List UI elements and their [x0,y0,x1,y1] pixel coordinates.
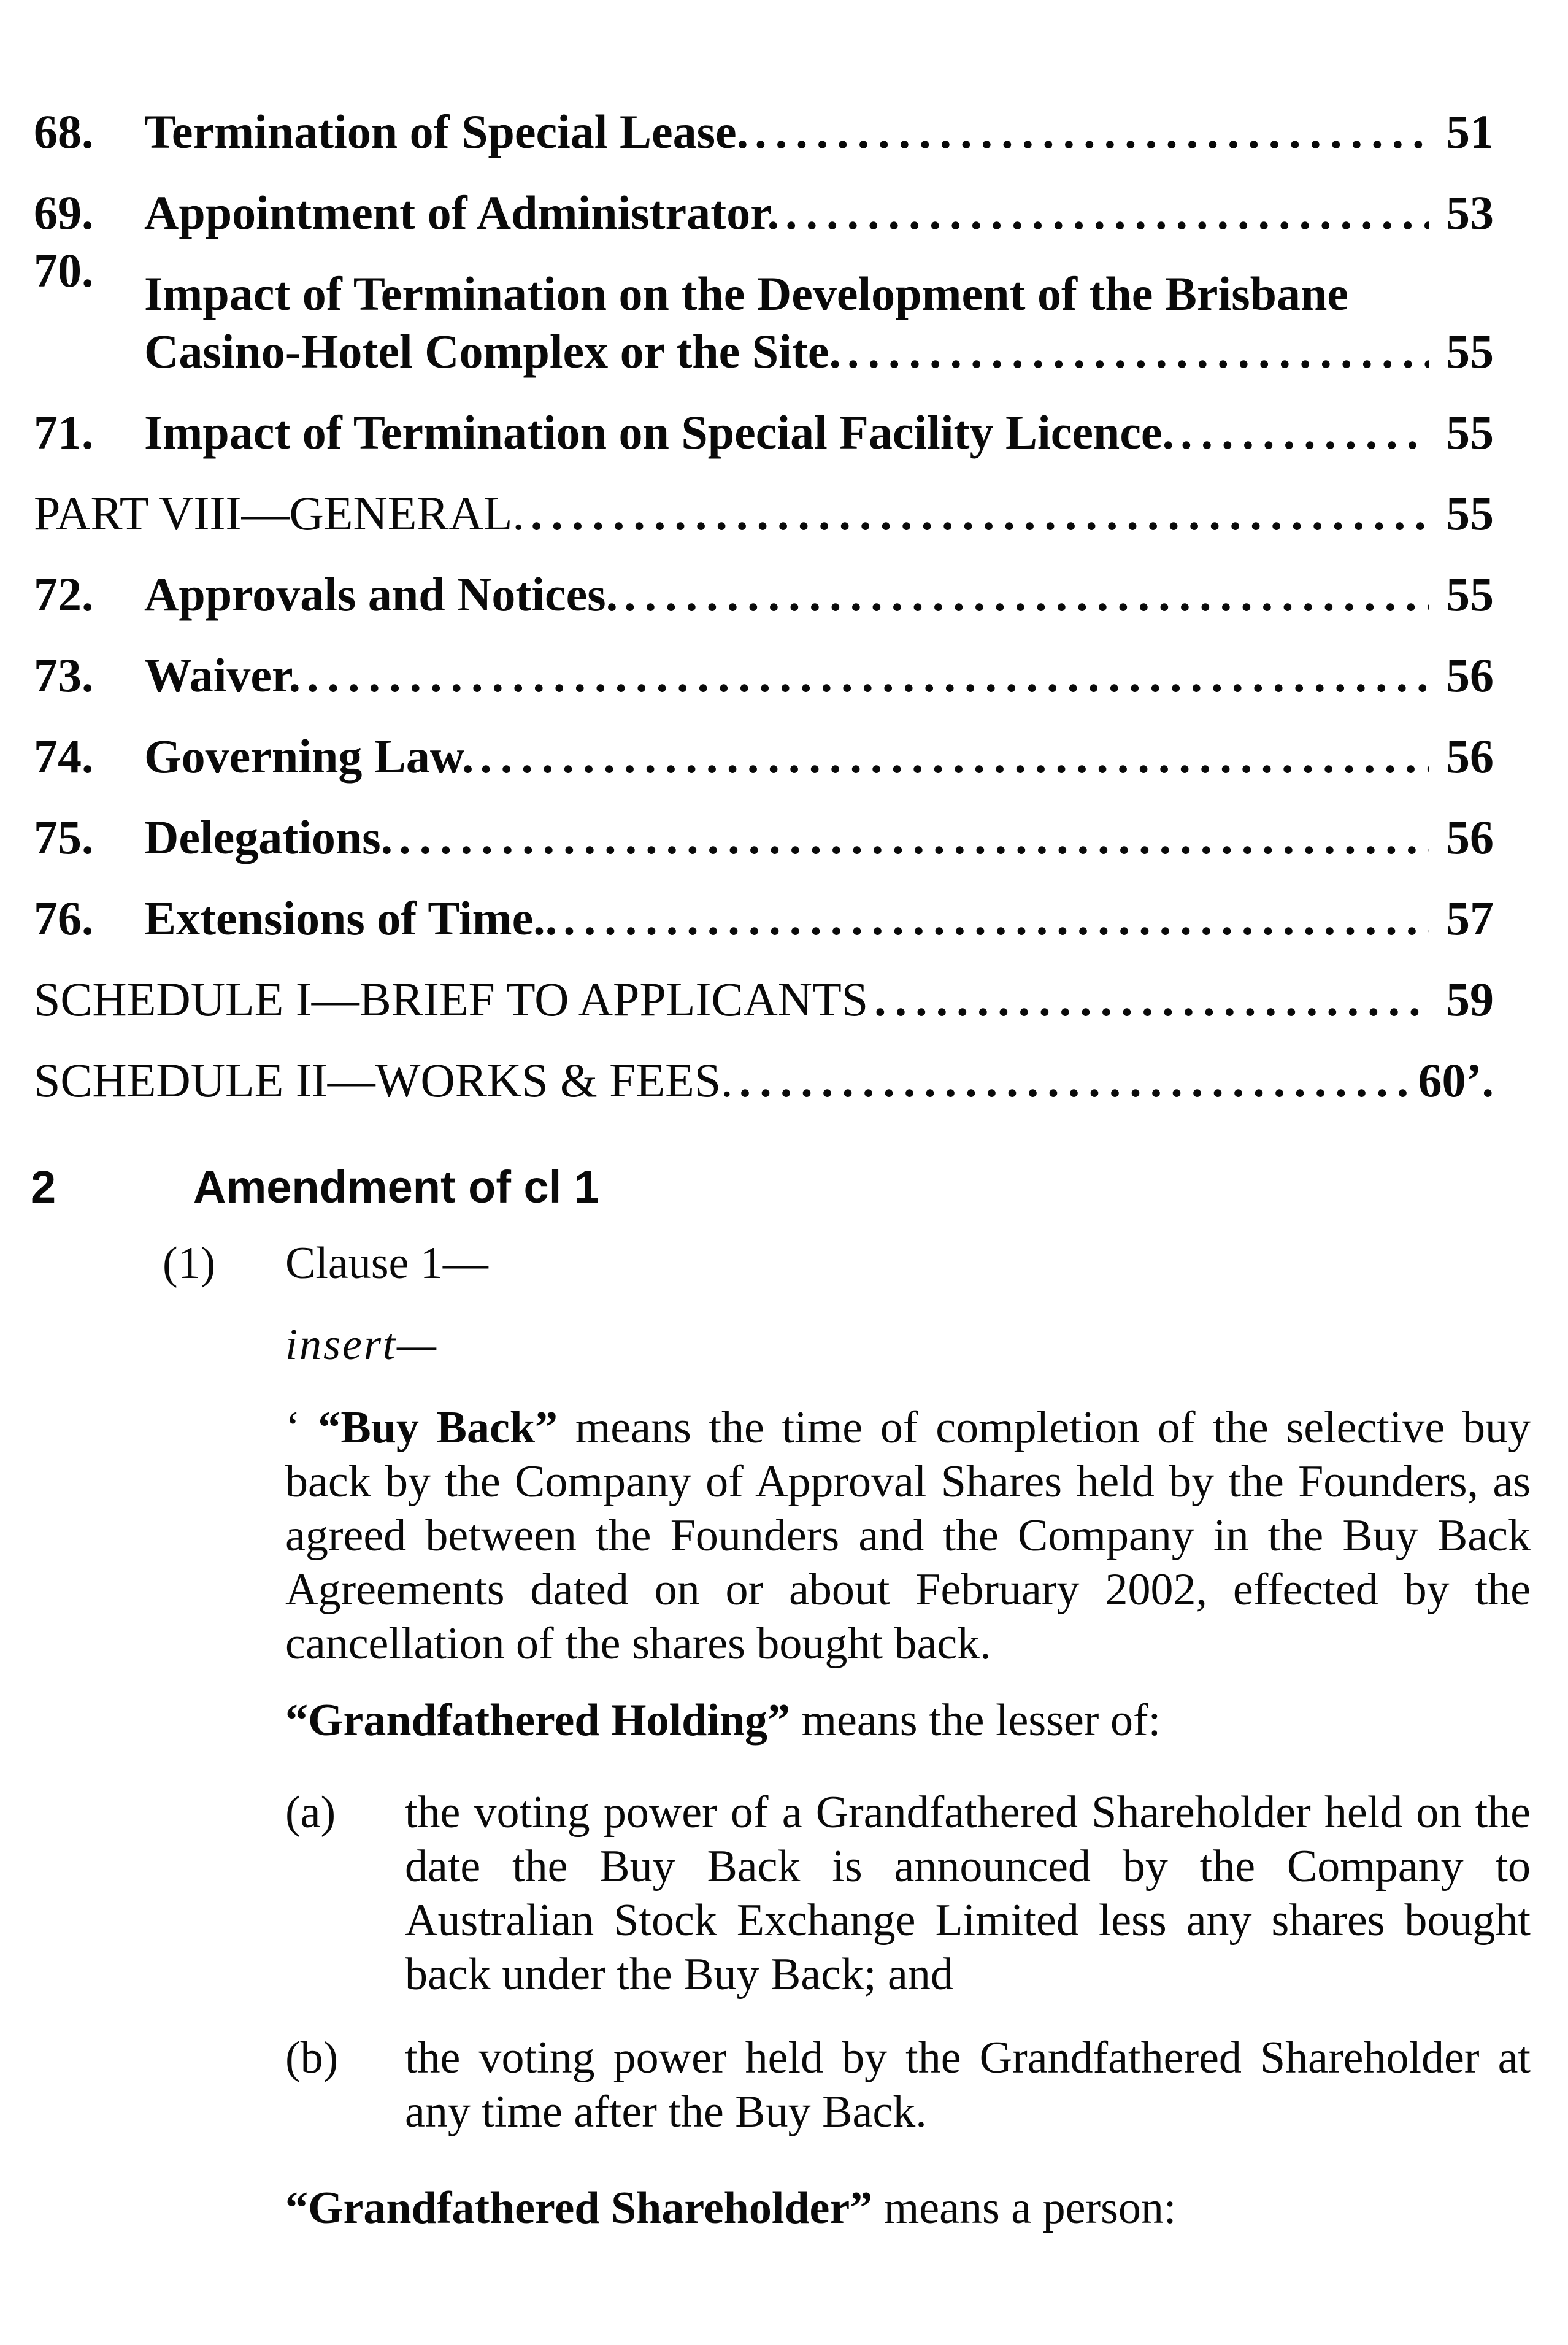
section-heading [31,1160,890,1215]
toc-entry-page: 57 [1446,891,1494,945]
toc-leader-dots [563,890,1429,947]
toc-entry-number: 71. [34,406,94,459]
toc-entry-page: 56 [1446,730,1494,783]
toc-entry-page: 59 [1446,972,1494,1026]
toc-entry-page: 55 [1446,568,1494,621]
toc-entry-title: Waiver. [144,649,301,702]
toc-entry-page: 56 [1446,811,1494,864]
toc-leader-dots [739,1052,1412,1109]
definition-term: “Grandfathered Shareholder” [285,2183,873,2233]
toc-entry-number: 72. [34,568,94,621]
toc-part-heading: PART VIII—GENERAL. [34,487,525,540]
toc-entry-71 [34,380,1494,461]
definition-buy-back [285,1401,1531,1671]
paragraph-label: (b) [285,2033,339,2083]
toc-leader-dots [624,566,1429,623]
toc-entry-schedule-ii [34,1028,1494,1109]
definition-text: means the lesser of: [790,1695,1161,1746]
subclause [163,1236,1083,1290]
section-number: 2 [31,1161,56,1212]
toc-entry-title: Approvals and Notices. [144,568,618,621]
toc-entry-title-line-2: Casino-Hotel Complex or the Site. [144,325,841,378]
toc-entry-69 [34,161,1494,242]
toc-entry-title-line-1: Impact of Termination on the Development of the Brisbane [144,267,1348,320]
toc-entry-number: 68. [34,105,94,158]
toc-entry-76 [34,866,1494,947]
toc-entry-title: Impact of Termination on Special Facility Licence. [144,406,1175,459]
toc-leader-dots [399,809,1429,866]
definition-opening-quote: ‘ [285,1403,318,1453]
toc-schedule-heading: SCHEDULE II—WORKS & FEES. [34,1053,733,1107]
toc-entry-number: 74. [34,730,94,783]
toc-entry-75 [34,785,1494,866]
toc-entry-page: 55 [1446,325,1494,378]
toc-leader-dots [531,485,1429,542]
toc-leader-dots [755,103,1429,161]
toc-entry-number: 73. [34,649,94,702]
toc-entry-number: 76. [34,891,94,945]
toc-leader-dots [1180,404,1429,461]
definition-grandfathered-shareholder [285,2181,1531,2235]
toc-entry-70 [34,242,1494,380]
paragraph-b [285,2031,1531,2139]
toc-entry-68 [34,80,1494,161]
toc-entry-page: 55 [1446,406,1494,459]
toc-entry-title: Delegations. [144,811,393,864]
toc-entry-74 [34,704,1494,785]
paragraph-text: the voting power held by the Grandfathered Shareholder at any time after the Buy Back. [405,2033,1531,2137]
toc-entry-72 [34,542,1494,623]
toc-entry-73 [34,623,1494,704]
subclause-text: Clause 1— [285,1238,488,1288]
toc-entry-part-viii [34,461,1494,542]
definition-term: “Grandfathered Holding” [285,1695,790,1746]
insert-instruction: insert— [285,1320,439,1369]
definition-grandfathered-holding [285,1693,1531,1747]
toc-entry-page: 53 [1446,186,1494,239]
toc-entry-page: 51 [1446,105,1494,158]
paragraph-text: the voting power of a Grandfathered Shareholder held on the date the Buy Back is announced by the Company to Australian Stock Exchange Limited less any shares bought back under the Buy Back; and [405,1787,1531,2000]
toc-entry-page: 55 [1446,487,1494,540]
section-title: Amendment of cl 1 [193,1161,599,1212]
toc-leader-dots [307,647,1429,704]
toc-entry-title: Termination of Special Lease. [144,105,749,158]
toc-schedule-heading: SCHEDULE I—BRIEF TO APPLICANTS [34,972,869,1026]
subclause-number: (1) [163,1238,216,1288]
toc-entry-page: 56 [1446,649,1494,702]
toc-entry-title: Governing Law. [144,730,474,783]
definition-text: means a person: [872,2183,1177,2233]
toc-entry-number: 75. [34,811,94,864]
definition-term: “Buy Back” [318,1403,558,1453]
toc-leader-dots [874,971,1429,1028]
toc-leader-dots [480,728,1429,785]
paragraph-a [285,1785,1531,2001]
toc-leader-dots [847,323,1429,380]
toc-entry-title: Extensions of Time.. [144,891,558,945]
toc-entry-page: 60’. [1418,1053,1494,1107]
paragraph-label: (a) [285,1787,336,1838]
toc-entry-schedule-i [34,947,1494,1028]
table-of-contents [34,80,1494,1109]
definition-text: means the time of completion of the selective buy back by the Company of Approval Shares held by the Founders, as agreed between the Founders and the Company in the Buy Back Agreements dated on or about February 2002, effected by the cancellation of the shares bought back. [285,1403,1531,1669]
toc-entry-title: Appointment of Administrator. [144,186,780,239]
toc-entry-number: 70. [34,244,94,297]
toc-entry-number: 69. [34,186,94,239]
toc-leader-dots [785,184,1429,242]
